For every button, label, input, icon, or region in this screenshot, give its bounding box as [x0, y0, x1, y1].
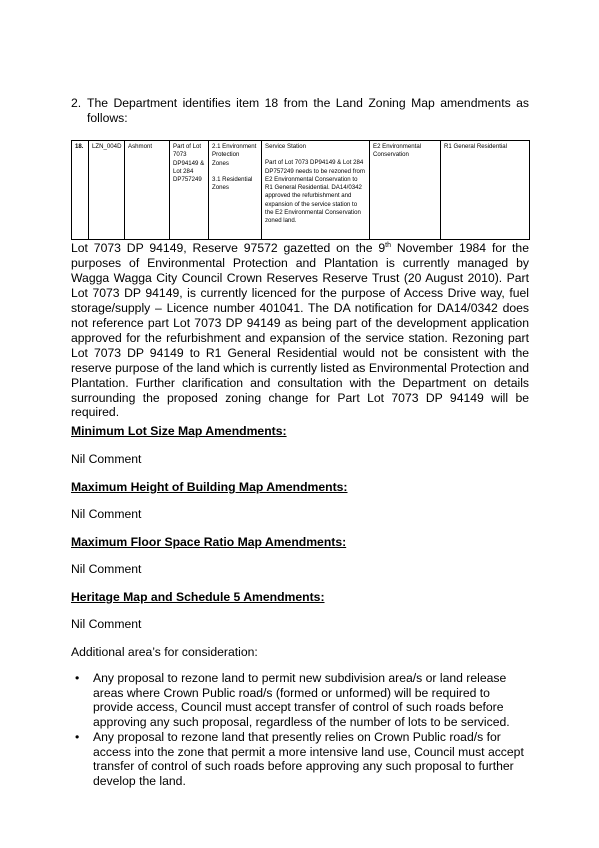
list-item: [71, 730, 529, 789]
section-heading-heritage: Heritage Map and Schedule 5 Amendments:: [71, 590, 325, 604]
table-row: [72, 141, 530, 240]
body-paragraph: [71, 241, 529, 420]
consideration-list: [71, 671, 529, 789]
zones-line-2: 3.1 Residential Zones: [212, 175, 253, 192]
description-body: Part of Lot 7073 DP94149 & Lot 284 DP757249 needs to be rezoned from E2 Environmental Conservation to R1 General Residential. DA14/0342 approved the refurbishment and expansion of the service station to the E2 Environmental Conservation zoned land.: [265, 159, 365, 225]
bullet-icon: •: [75, 671, 80, 685]
section-heading-min-lot-size: Minimum Lot Size Map Amendments:: [71, 424, 287, 438]
section-comment-floor-space: Nil Comment: [71, 562, 142, 576]
section-comment-heritage: Nil Comment: [71, 617, 142, 631]
zones-line-1: 2.1 Environment Protection Zones: [212, 143, 257, 167]
amendment-table: [71, 140, 530, 240]
bullet-icon: •: [75, 729, 80, 744]
description-title: Service Station: [265, 143, 306, 150]
intro-item: [71, 96, 529, 126]
cell-zones: [209, 141, 262, 240]
paragraph-part-2: November 1984 for the purposes of Environmental Protection and Plantation is currently managed by Wagga Wagga City Council Crown Reserves Reserve Trust (20 August 2010). Part Lot 7073 DP 94149, is currently licenced for the purpose of Access Drive way, fuel storage/supply – Licence number 401041. The DA notification for DA14/0342 does not reference part Lot 7073 DP 94149 as being part of the development application approved for the refurbishment and expansion of the service station. Rezoning part Lot 7073 DP 94149 to R1 General Residential would not be consistent with the reserve purpose of the land which is currently listed as Environmental Protection and Plantation. Further clarification and consultation with the Department on details surrounding the proposed zoning change for Part Lot 7073 DP 94149 will be required.: [71, 241, 529, 420]
cell-description: [262, 141, 370, 240]
cell-from-zone: E2 Environmental Conservation: [370, 141, 441, 240]
section-heading-floor-space: Maximum Floor Space Ratio Map Amendments:: [71, 535, 347, 549]
ordinal-suffix: th: [385, 241, 392, 249]
list-item-text: Any proposal to rezone land that presently relies on Crown Public road/s for access into the zone that permit a more intensive land use, Council must accept transfer of control of such roads before approving any such proposal to further develop the land.: [93, 729, 524, 788]
cell-locality: Ashmont: [125, 141, 170, 240]
section-heading-max-height: Maximum Height of Building Map Amendments:: [71, 480, 348, 494]
paragraph-part-1: Lot 7073 DP 94149, Reserve 97572 gazetted on the 9: [71, 241, 386, 255]
intro-text: The Department identifies item 18 from the Land Zoning Map amendments as follows:: [87, 96, 529, 125]
intro-number: 2.: [71, 96, 82, 110]
cell-code: LZN_004D: [89, 141, 125, 240]
list-item: [71, 671, 529, 730]
cell-item: 18.: [72, 141, 89, 240]
section-comment-min-lot-size: Nil Comment: [71, 452, 142, 466]
cell-lot: Part of Lot 7073 DP94149 & Lot 284 DP757249: [170, 141, 209, 240]
section-comment-max-height: Nil Comment: [71, 507, 142, 521]
cell-to-zone: R1 General Residential: [441, 141, 530, 240]
list-item-text: Any proposal to rezone land to permit new subdivision area/s or land release areas where Crown Public road/s (formed or unformed) will be required to provide access, Council must accept transfer of control of such roads before approving any such proposal, regardless of the number of lots to be serviced.: [93, 671, 510, 730]
additional-intro: Additional area’s for consideration:: [71, 645, 258, 659]
